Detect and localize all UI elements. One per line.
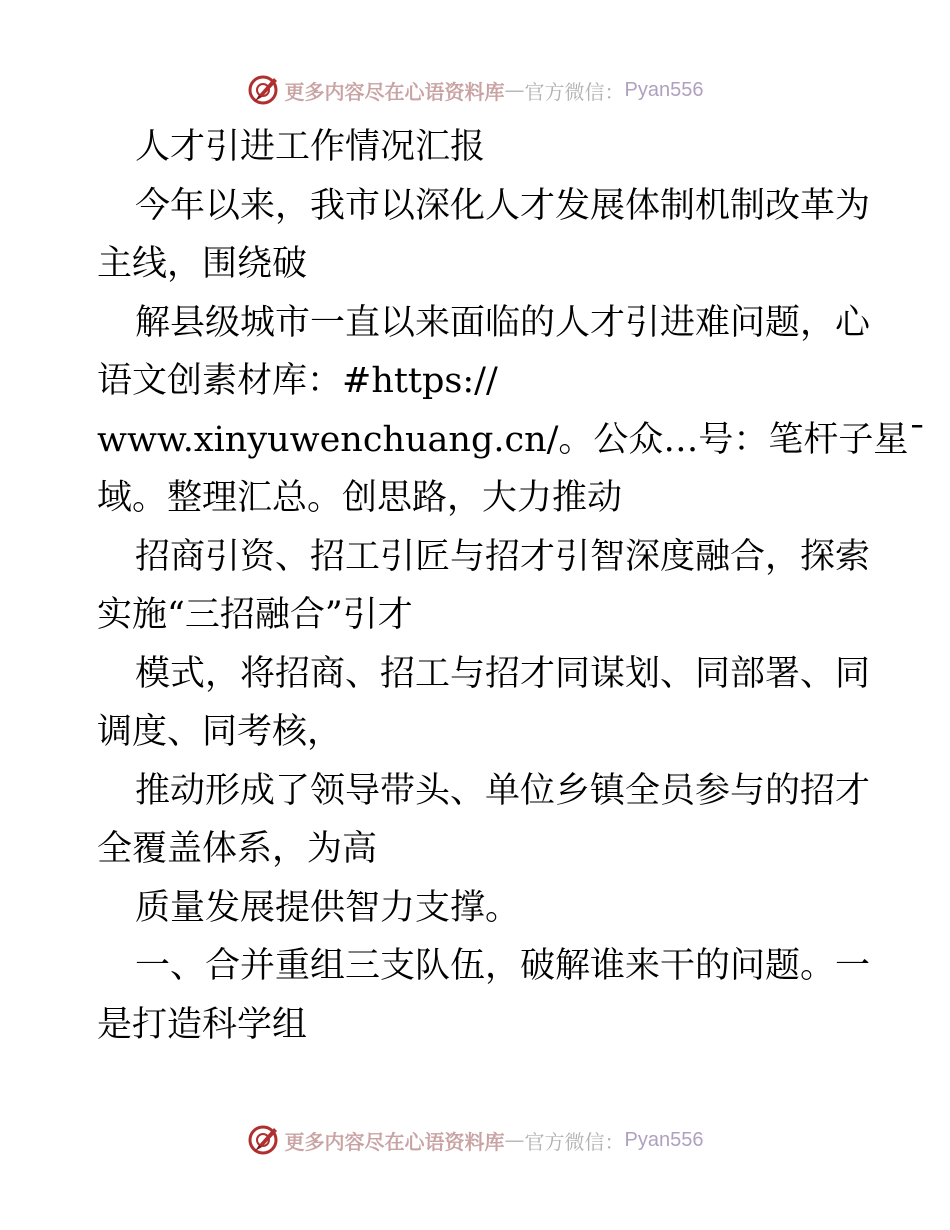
watermark-contact-label: 官方微信： [524, 1129, 625, 1154]
text-line: 模式，将招商、招工与招才同谋划、同部署、同 [135, 653, 871, 694]
text-line: 质量发展提供智力支撑。 [135, 887, 521, 928]
document-title: 人才引进工作情况汇报 [135, 127, 486, 167]
text-line: 实施“三招融合”引才 [97, 595, 413, 635]
text-line: 招商引资、招工引匠与招才引智深度融合，探索 [135, 536, 871, 577]
document-body [97, 118, 926, 1054]
text-line: 主线，围绕破 [97, 244, 308, 284]
text-line: 今年以来，我市以深化人才发展体制机制改革为 [135, 185, 871, 226]
pen-logo-icon [247, 1123, 281, 1157]
text-line: 解县级城市一直以来面临的人才引进难问题，心 [135, 302, 871, 343]
text-line: 是打造科学组 [97, 1004, 308, 1045]
text-line: 推动形成了领导带头、单位乡镇全员参与的招才 [135, 770, 871, 811]
text-line: 全覆盖体系，为高 [97, 829, 378, 869]
watermark-text: 更多内容尽在心语资料库 [284, 1129, 505, 1154]
watermark-dash: — [504, 78, 525, 102]
footer-watermark [0, 1120, 950, 1160]
text-line: 语文创素材库：#https:// [97, 361, 498, 401]
watermark-dash: — [504, 1128, 525, 1152]
pen-logo-icon [247, 73, 281, 107]
watermark-contact-id: Pyan556 [624, 78, 704, 101]
text-line: 一、合并重组三支队伍，破解谁来干的问题。一 [135, 946, 871, 986]
text-line: 调度、同考核， [97, 712, 343, 752]
watermark-text: 更多内容尽在心语资料库 [284, 79, 505, 104]
watermark-contact-id: Pyan556 [624, 1128, 704, 1151]
text-line: 域。整理汇总。创思路，大力推动 [97, 478, 623, 518]
watermark-contact-label: 官方微信： [524, 79, 625, 104]
text-line: www.xinyuwenchuang.cn/。公众…号：笔杆子星¯ [97, 419, 926, 460]
header-watermark [0, 70, 950, 110]
